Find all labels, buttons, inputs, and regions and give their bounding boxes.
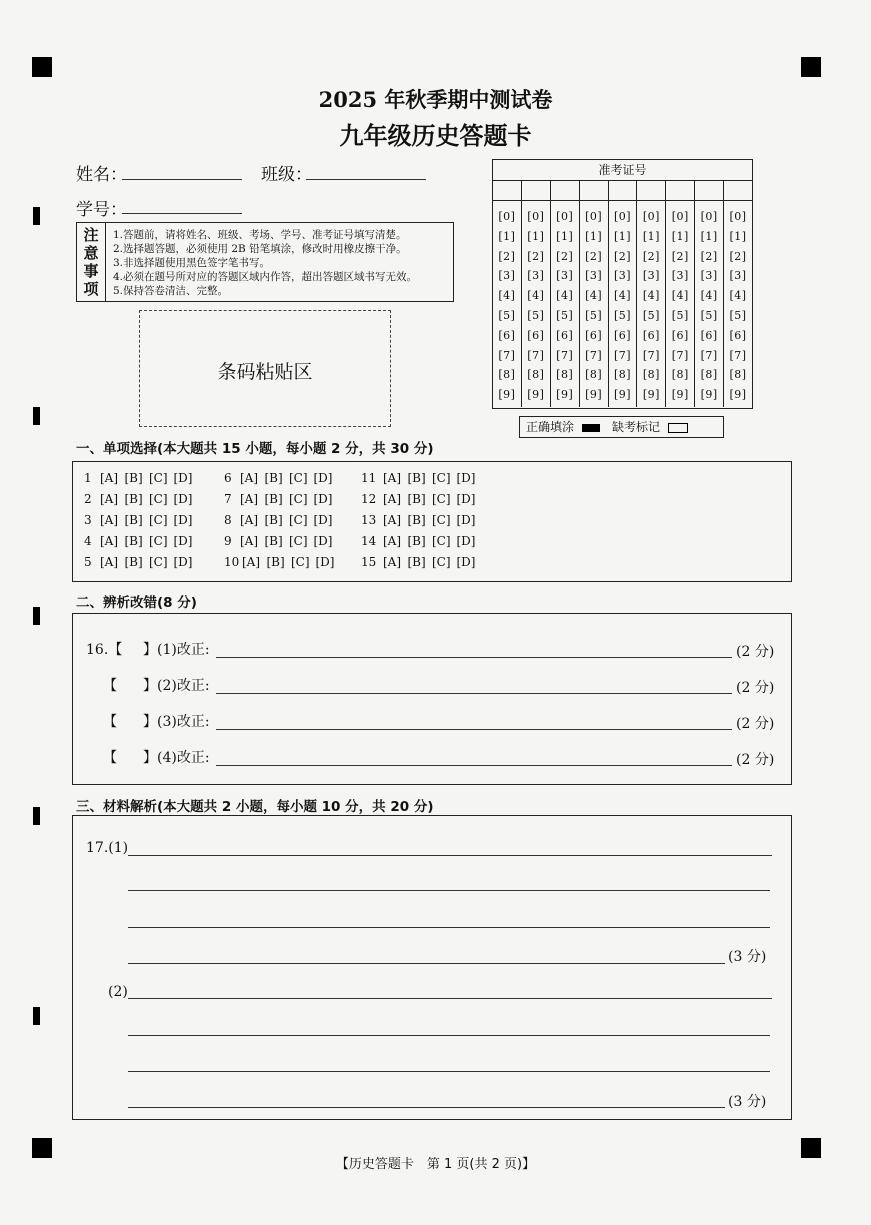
exam-id-bubble[interactable]: [2] xyxy=(585,249,603,263)
mcq-question xyxy=(84,491,198,507)
answer-bubble[interactable]: [B] xyxy=(124,555,143,569)
exam-id-bubble[interactable]: [9] xyxy=(700,388,718,402)
exam-id-bubble[interactable]: [6] xyxy=(585,328,603,342)
exam-id-digit-cell[interactable] xyxy=(609,180,638,200)
barcode-area xyxy=(139,310,391,427)
answer-bubble[interactable]: [D] xyxy=(313,534,333,548)
answer-bubble[interactable]: [A] xyxy=(100,492,119,506)
exam-id-bubble[interactable]: [9] xyxy=(613,388,632,402)
notice-side-label: 注 意 事 项 xyxy=(77,223,106,301)
exam-id-bubble[interactable]: [5] xyxy=(642,308,660,322)
exam-id-bubble[interactable]: [4] xyxy=(527,289,545,303)
judgement-field[interactable] xyxy=(120,641,144,659)
exam-id-bubble[interactable]: [3] xyxy=(527,269,545,283)
answer-bubble[interactable]: [B] xyxy=(124,471,143,485)
correction-label: 】(1)改正: xyxy=(143,642,210,658)
exam-id-digit-cell[interactable] xyxy=(637,180,666,200)
exam-id-bubble[interactable]: [4] xyxy=(671,289,689,303)
correction-points: (2 分) xyxy=(736,716,775,732)
student-no-field[interactable] xyxy=(122,213,242,214)
answer-bubble[interactable]: [A] xyxy=(383,555,402,569)
exam-id-bubble[interactable]: [2] xyxy=(700,249,718,263)
exam-id-bubble[interactable]: [0] xyxy=(498,210,516,223)
answer-line[interactable] xyxy=(128,1107,725,1108)
exam-id-column xyxy=(724,200,752,407)
correction-points: (2 分) xyxy=(736,644,775,660)
exam-id-column xyxy=(695,200,724,407)
answer-bubble[interactable]: [B] xyxy=(407,513,426,527)
exam-id-bubble[interactable]: [5] xyxy=(585,308,603,322)
question-number: 12 xyxy=(361,492,377,506)
answer-bubble[interactable]: [B] xyxy=(264,534,283,548)
judgement-field[interactable] xyxy=(120,749,144,767)
question-number: 14 xyxy=(361,534,377,548)
exam-id-bubble[interactable]: [9] xyxy=(671,388,689,402)
notice-box xyxy=(76,222,454,302)
answer-bubble[interactable]: [B] xyxy=(124,492,143,506)
answer-bubble[interactable]: [D] xyxy=(173,471,193,485)
exam-id-bubble[interactable]: [3] xyxy=(556,269,574,283)
answer-bubble[interactable]: [B] xyxy=(264,492,283,506)
answer-bubble[interactable]: [A] xyxy=(383,513,402,527)
question-number: 15 xyxy=(361,555,377,569)
exam-id-bubble[interactable]: [1] xyxy=(671,229,689,243)
mcq-question xyxy=(224,533,338,549)
exam-id-bubble[interactable]: [1] xyxy=(556,229,574,243)
exam-id-bubble[interactable]: [8] xyxy=(585,368,603,382)
correction-points: (2 分) xyxy=(736,752,775,768)
exam-id-bubble[interactable]: [1] xyxy=(498,229,516,243)
exam-id-bubble[interactable]: [5] xyxy=(729,308,747,322)
mcq-question xyxy=(361,554,481,570)
exam-id-digit-cell[interactable] xyxy=(695,180,724,200)
corner-marker xyxy=(801,57,821,77)
question-number: 1 xyxy=(84,471,92,485)
answer-bubble[interactable]: [D] xyxy=(313,471,333,485)
answer-bubble[interactable]: [A] xyxy=(383,492,402,506)
exam-id-bubble[interactable]: [5] xyxy=(613,308,632,322)
exam-id-bubble[interactable]: [7] xyxy=(585,348,603,362)
exam-id-bubble[interactable]: [5] xyxy=(700,308,718,322)
answer-bubble[interactable]: [A] xyxy=(240,471,259,485)
exam-id-bubble[interactable]: [1] xyxy=(700,229,718,243)
notice-item: 1.答题前，请将姓名、班级、考场、学号、准考证号填写清楚。 xyxy=(113,229,407,241)
exam-id-bubble[interactable]: [2] xyxy=(556,249,574,263)
question-number: 13 xyxy=(361,513,377,527)
exam-id-bubble[interactable]: [8] xyxy=(642,368,660,382)
exam-id-bubble[interactable]: [6] xyxy=(642,328,660,342)
answer-bubble[interactable]: [A] xyxy=(100,555,119,569)
mcq-question xyxy=(84,554,198,570)
question-number: 7 xyxy=(224,492,232,506)
answer-bubble[interactable]: [C] xyxy=(432,513,451,527)
exam-id-digit-cell[interactable] xyxy=(493,180,522,200)
correction-line[interactable] xyxy=(216,657,732,658)
mcq-question xyxy=(361,533,481,549)
correct-fill-label: 正确填涂 xyxy=(526,420,575,434)
timing-mark xyxy=(33,1007,40,1025)
timing-mark xyxy=(33,607,40,625)
notice-item: 4.必须在题号所对应的答题区域内作答，超出答题区域书写无效。 xyxy=(113,271,418,283)
exam-id-bubble[interactable]: [6] xyxy=(498,328,516,342)
exam-id-bubble[interactable]: [6] xyxy=(671,328,689,342)
correct-fill-sample xyxy=(582,424,600,432)
exam-id-bubble[interactable]: [9] xyxy=(585,388,603,402)
answer-bubble[interactable]: [C] xyxy=(149,534,168,548)
exam-id-bubble[interactable]: [3] xyxy=(613,269,632,283)
timing-mark xyxy=(33,407,40,425)
question-number: 3 xyxy=(84,513,92,527)
answer-line[interactable] xyxy=(128,890,770,891)
answer-bubble[interactable]: [D] xyxy=(173,492,193,506)
answer-bubble[interactable]: [A] xyxy=(100,513,119,527)
exam-id-bubble[interactable]: [7] xyxy=(556,348,574,362)
exam-id-bubble[interactable]: [4] xyxy=(613,289,632,303)
answer-bubble[interactable]: [A] xyxy=(383,471,402,485)
timing-mark xyxy=(33,207,40,225)
answer-bubble[interactable]: [D] xyxy=(456,492,476,506)
exam-id-bubble[interactable]: [4] xyxy=(700,289,718,303)
exam-id-bubble[interactable]: [2] xyxy=(498,249,516,263)
q17-part1-label: 17.(1) xyxy=(86,840,129,856)
answer-line[interactable] xyxy=(128,1035,770,1036)
exam-id-bubble[interactable]: [7] xyxy=(671,348,689,362)
exam-id-bubble[interactable]: [9] xyxy=(498,388,516,402)
notice-item: 5.保持答卷清洁、完整。 xyxy=(113,285,229,297)
question-number: 9 xyxy=(224,534,232,548)
correction-bracket: 【 xyxy=(103,750,117,766)
exam-id-bubble[interactable]: [3] xyxy=(585,269,603,283)
answer-bubble[interactable]: [B] xyxy=(264,513,283,527)
answer-line[interactable] xyxy=(128,1071,770,1072)
exam-id-column xyxy=(580,200,609,407)
answer-bubble[interactable]: [D] xyxy=(173,555,193,569)
answer-bubble[interactable]: [B] xyxy=(407,492,426,506)
exam-id-bubble[interactable]: [8] xyxy=(556,368,574,382)
correction-line[interactable] xyxy=(216,693,732,694)
mcq-question xyxy=(84,470,198,486)
exam-id-bubble[interactable]: [7] xyxy=(729,348,747,362)
exam-id-bubble[interactable]: [0] xyxy=(642,210,660,223)
exam-id-bubble[interactable]: [6] xyxy=(700,328,718,342)
judgement-field[interactable] xyxy=(120,677,144,695)
question-number: 5 xyxy=(84,555,92,569)
exam-id-bubble[interactable]: [0] xyxy=(700,210,718,223)
exam-id-column xyxy=(522,200,551,407)
exam-id-bubble[interactable]: [3] xyxy=(671,269,689,283)
page-footer: 【历史答题卡 第 1 页(共 2 页)】 xyxy=(335,1157,536,1172)
correction-bracket: 【 xyxy=(103,714,117,730)
exam-id-bubble[interactable]: [0] xyxy=(585,210,603,223)
exam-id-bubble[interactable]: [7] xyxy=(527,348,545,362)
exam-id-column xyxy=(666,200,695,407)
answer-line[interactable] xyxy=(128,963,725,964)
answer-bubble[interactable]: [A] xyxy=(100,534,119,548)
exam-id-bubble[interactable]: [8] xyxy=(671,368,689,382)
answer-bubble[interactable]: [B] xyxy=(266,555,285,569)
exam-id-digit-cell[interactable] xyxy=(551,180,580,200)
name-label: 姓名： xyxy=(76,165,127,185)
exam-id-bubble[interactable]: [3] xyxy=(642,269,660,283)
timing-mark xyxy=(33,807,40,825)
exam-id-bubble[interactable]: [1] xyxy=(527,229,545,243)
answer-bubble[interactable]: [C] xyxy=(149,471,168,485)
exam-id-column xyxy=(493,200,522,407)
class-label: 班级： xyxy=(261,165,312,185)
exam-title: 2025 年秋季期中测试卷 xyxy=(318,87,553,112)
exam-id-bubble[interactable]: [4] xyxy=(642,289,660,303)
answer-bubble[interactable]: [D] xyxy=(456,555,476,569)
exam-id-title: 准考证号 xyxy=(493,160,752,181)
exam-id-digit-cell[interactable] xyxy=(724,180,752,200)
correction-line[interactable] xyxy=(216,729,732,730)
fill-legend xyxy=(519,416,724,438)
exam-id-bubble[interactable]: [9] xyxy=(527,388,545,402)
question-number: 8 xyxy=(224,513,232,527)
exam-id-bubble[interactable]: [1] xyxy=(585,229,603,243)
answer-bubble[interactable]: [C] xyxy=(149,555,168,569)
correction-line[interactable] xyxy=(216,765,732,766)
exam-id-bubble[interactable]: [4] xyxy=(556,289,574,303)
exam-id-bubble[interactable]: [8] xyxy=(527,368,545,382)
corner-marker xyxy=(32,57,52,77)
answer-bubble[interactable]: [A] xyxy=(100,471,119,485)
section3-box xyxy=(72,815,792,1120)
answer-bubble[interactable]: [C] xyxy=(289,513,308,527)
answer-bubble[interactable]: [B] xyxy=(124,513,143,527)
question-number: 4 xyxy=(84,534,92,548)
answer-bubble[interactable]: [C] xyxy=(432,471,451,485)
exam-id-bubble[interactable]: [2] xyxy=(729,249,747,263)
q17-part2-label: (2) xyxy=(108,984,128,1000)
name-field[interactable] xyxy=(122,179,242,180)
exam-id-bubbles xyxy=(493,200,752,407)
exam-id-bubble[interactable]: [9] xyxy=(556,388,574,402)
exam-id-bubble[interactable]: [6] xyxy=(527,328,545,342)
mcq-question xyxy=(224,512,338,528)
answer-bubble[interactable]: [B] xyxy=(124,534,143,548)
exam-id-bubble[interactable]: [2] xyxy=(527,249,545,263)
answer-bubble[interactable]: [B] xyxy=(407,555,426,569)
exam-id-write-cells xyxy=(493,180,752,201)
answer-bubble[interactable]: [D] xyxy=(173,534,193,548)
exam-id-bubble[interactable]: [7] xyxy=(613,348,632,362)
answer-bubble[interactable]: [D] xyxy=(313,492,333,506)
answer-sheet-title: 九年级历史答题卡 xyxy=(339,122,532,150)
exam-id-bubble[interactable]: [4] xyxy=(498,289,516,303)
q17-part1-points: (3 分) xyxy=(728,949,767,965)
absent-mark-box[interactable] xyxy=(668,423,688,433)
notice-item: 3.非选择题使用黑色签字笔书写。 xyxy=(113,257,271,269)
answer-line[interactable] xyxy=(128,927,770,928)
exam-id-bubble[interactable]: [6] xyxy=(556,328,574,342)
section2-title: 二、辨析改错(8 分) xyxy=(76,595,197,611)
exam-id-bubble[interactable]: [5] xyxy=(498,308,516,322)
exam-id-bubble[interactable]: [3] xyxy=(498,269,516,283)
exam-id-bubble[interactable]: [8] xyxy=(700,368,718,382)
question-number: 11 xyxy=(361,471,377,485)
correction-bracket: 16.【 xyxy=(86,642,123,658)
exam-id-bubble[interactable]: [2] xyxy=(613,249,632,263)
answer-bubble[interactable]: [A] xyxy=(240,513,259,527)
question-number: 2 xyxy=(84,492,92,506)
exam-id-bubble[interactable]: [3] xyxy=(700,269,718,283)
answer-bubble[interactable]: [C] xyxy=(149,492,168,506)
exam-id-bubble[interactable]: [1] xyxy=(642,229,660,243)
student-no-label: 学号： xyxy=(76,200,127,220)
exam-id-bubble[interactable]: [0] xyxy=(527,210,545,223)
mcq-question xyxy=(361,491,481,507)
exam-id-bubble[interactable]: [5] xyxy=(556,308,574,322)
section1-title: 一、单项选择(本大题共 15 小题，每小题 2 分，共 30 分) xyxy=(76,441,434,457)
exam-id-bubble[interactable]: [0] xyxy=(556,210,574,223)
q17-part2-points: (3 分) xyxy=(728,1094,767,1110)
exam-id-bubble[interactable]: [4] xyxy=(729,289,747,303)
exam-id-bubble[interactable]: [7] xyxy=(700,348,718,362)
answer-bubble[interactable]: [A] xyxy=(240,534,259,548)
answer-bubble[interactable]: [C] xyxy=(432,534,451,548)
question-number: 10 xyxy=(224,555,240,569)
notice-item: 2.选择题答题，必须使用 2B 铅笔填涂，修改时用橡皮擦干净。 xyxy=(113,243,407,255)
answer-bubble[interactable]: [D] xyxy=(313,513,333,527)
exam-id-bubble[interactable]: [0] xyxy=(729,210,747,223)
answer-bubble[interactable]: [C] xyxy=(291,555,310,569)
answer-bubble[interactable]: [D] xyxy=(173,513,193,527)
answer-bubble[interactable]: [A] xyxy=(383,534,402,548)
exam-id-column xyxy=(637,200,666,407)
exam-id-bubble[interactable]: [5] xyxy=(527,308,545,322)
exam-id-bubble[interactable]: [2] xyxy=(642,249,660,263)
judgement-field[interactable] xyxy=(120,713,144,731)
mcq-question xyxy=(84,512,198,528)
question-number: 6 xyxy=(224,471,232,485)
absent-mark-label: 缺考标记 xyxy=(612,420,661,434)
mcq-question xyxy=(224,554,340,570)
mcq-question xyxy=(224,491,338,507)
exam-id-bubble[interactable]: [3] xyxy=(729,269,747,283)
exam-id-bubble[interactable]: [8] xyxy=(498,368,516,382)
mcq-question xyxy=(361,470,481,486)
exam-id-bubble[interactable]: [1] xyxy=(613,229,632,243)
correction-label: 】(2)改正: xyxy=(143,678,210,694)
exam-id-bubble[interactable]: [2] xyxy=(671,249,689,263)
answer-bubble[interactable]: [C] xyxy=(432,492,451,506)
answer-bubble[interactable]: [D] xyxy=(456,534,476,548)
exam-id-digit-cell[interactable] xyxy=(522,180,551,200)
section3-title: 三、材料解析(本大题共 2 小题，每小题 10 分，共 20 分) xyxy=(76,799,434,815)
answer-bubble[interactable]: [C] xyxy=(289,471,308,485)
notice-list xyxy=(113,228,417,298)
exam-id-digit-cell[interactable] xyxy=(666,180,695,200)
exam-id-bubble[interactable]: [8] xyxy=(729,368,747,382)
exam-id-bubble[interactable]: [6] xyxy=(729,328,747,342)
exam-id-bubble[interactable]: [9] xyxy=(642,388,660,402)
barcode-label: 条码粘贴区 xyxy=(217,361,313,383)
correction-points: (2 分) xyxy=(736,680,775,696)
answer-bubble[interactable]: [C] xyxy=(149,513,168,527)
exam-id-bubble[interactable]: [1] xyxy=(729,229,747,243)
answer-bubble[interactable]: [C] xyxy=(432,555,451,569)
exam-id-bubble[interactable]: [0] xyxy=(671,210,689,223)
exam-id-column xyxy=(551,200,580,407)
answer-bubble[interactable]: [D] xyxy=(456,513,476,527)
answer-bubble[interactable]: [A] xyxy=(242,555,261,569)
exam-id-bubble[interactable]: [7] xyxy=(642,348,660,362)
exam-id-grid xyxy=(492,159,753,409)
exam-id-bubble[interactable]: [9] xyxy=(729,388,747,402)
exam-id-bubble[interactable]: [8] xyxy=(613,368,632,382)
answer-bubble[interactable]: [C] xyxy=(289,492,308,506)
correction-label: 】(4)改正: xyxy=(143,750,210,766)
answer-bubble[interactable]: [D] xyxy=(315,555,335,569)
mcq-question xyxy=(361,512,481,528)
answer-bubble[interactable]: [D] xyxy=(456,471,476,485)
exam-id-bubble[interactable]: [5] xyxy=(671,308,689,322)
answer-bubble[interactable]: [C] xyxy=(289,534,308,548)
answer-bubble[interactable]: [B] xyxy=(407,471,426,485)
class-field[interactable] xyxy=(306,179,426,180)
answer-bubble[interactable]: [A] xyxy=(240,492,259,506)
mcq-question xyxy=(224,470,338,486)
correction-bracket: 【 xyxy=(103,678,117,694)
exam-id-digit-cell[interactable] xyxy=(580,180,609,200)
answer-line[interactable] xyxy=(128,998,772,999)
answer-bubble[interactable]: [B] xyxy=(407,534,426,548)
mcq-question xyxy=(84,533,198,549)
exam-id-bubble[interactable]: [7] xyxy=(498,348,516,362)
exam-id-bubble[interactable]: [6] xyxy=(613,328,632,342)
correction-label: 】(3)改正: xyxy=(143,714,210,730)
exam-id-column xyxy=(609,200,638,407)
answer-line[interactable] xyxy=(128,855,772,856)
exam-id-bubble[interactable]: [4] xyxy=(585,289,603,303)
answer-bubble[interactable]: [B] xyxy=(264,471,283,485)
exam-id-bubble[interactable]: [0] xyxy=(613,210,632,223)
